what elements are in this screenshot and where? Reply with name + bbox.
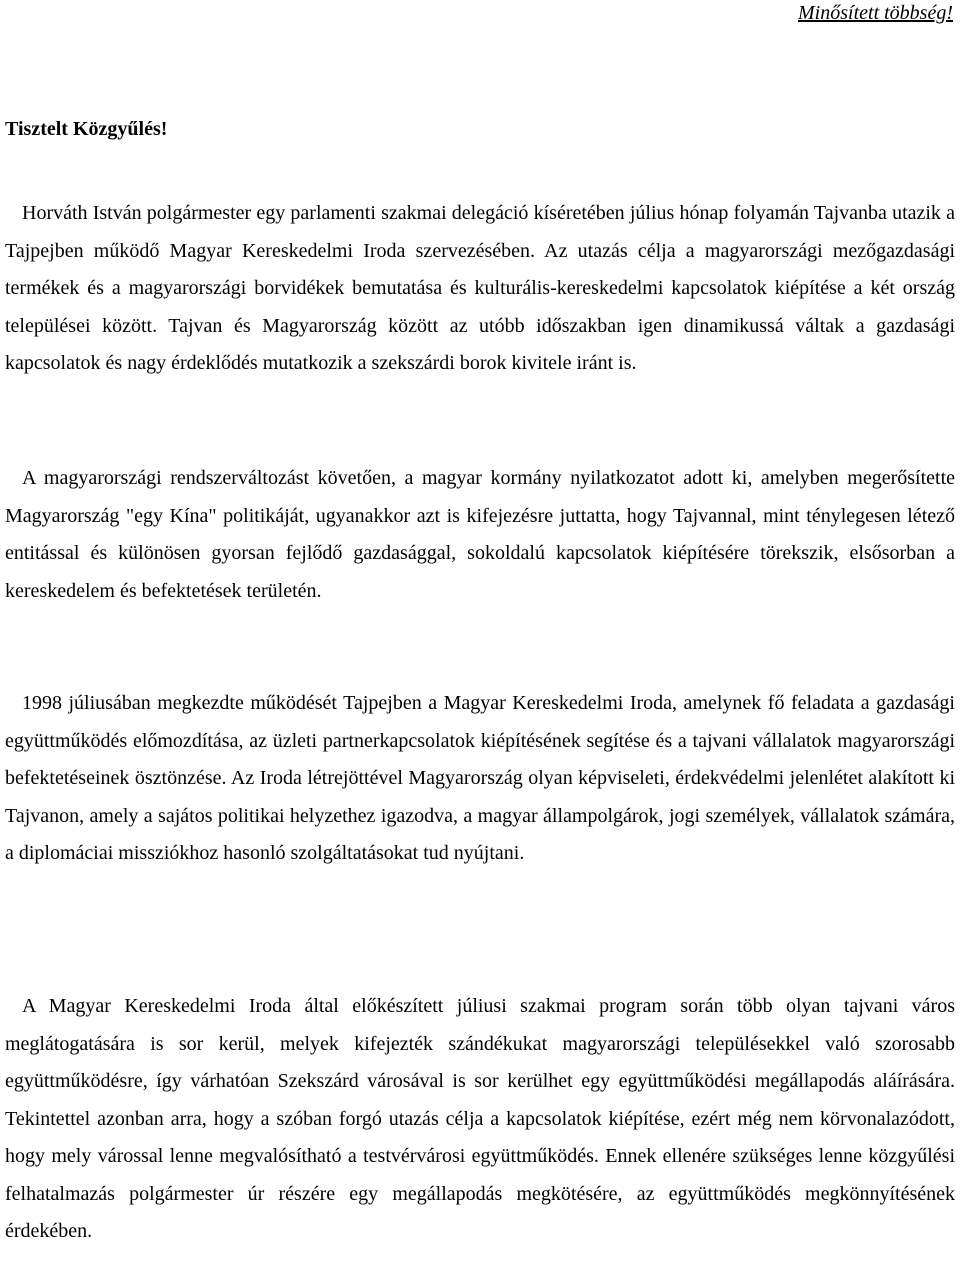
paragraph-delegation-trip: Horváth István polgármester egy parlamenti szakmai delegáció kíséretében július hónap folyamán Tajvanba utazik a Tajpejben működő Magyar Kereskedelmi Iroda szervezésében. Az utazás célja a magyarországi mezőgazdasági termékek és a magyarországi borvidékek bemutatása és kulturális-kereskedelmi kapcsolatok kiépítése a két ország települései között. Tajvan és Magyarország között az utóbb időszakban igen dinamikussá váltak a gazdasági kapcsolatok és nagy érdeklődés mutatkozik a szekszárdi borok kivitele iránt is. — [5, 202, 955, 374]
salutation: Tisztelt Közgyűlés! — [5, 118, 168, 140]
paragraph-program-authorization: A Magyar Kereskedelmi Iroda által előkészített júliusi szakmai program során több olyan tajvani város meglátogatására is sor kerül, melyek kifejezték szándékukat magyarországi településekkel való szorosabb együttműködésre, így várhatóan Szekszárd városával is sor kerülhet egy együttműködési megállapodás aláírására. Tekintettel azonban arra, hogy a szóban forgó utazás célja a kapcsolatok kiépítése, ezért még nem körvonalazódott, hogy mely várossal lenne megvalósítható a testvérvárosi együttműködés. Ennek ellenére szükséges lenne közgyűlési felhatalmazás polgármester úr részére egy megállapodás megkötésére, az együttműködés megkönnyítésének érdekében. — [5, 995, 955, 1242]
majority-note: Minősített többség! — [798, 2, 953, 24]
document-page — [5, 0, 955, 1287]
paragraph-government-policy: A magyarországi rendszerváltozást követően, a magyar kormány nyilatkozatot adott ki, amelyben megerősítette Magyarország "egy Kína" politikáját, ugyanakkor azt is kifejezésre juttatta, hogy Tajvannal, mint ténylegesen létező entitással és különösen gyorsan fejlődő gazdasággal, sokoldalú kapcsolatok kiépítésére törekszik, elsősorban a kereskedelem és befektetések területén. — [5, 467, 955, 602]
paragraph-trade-office: 1998 júliusában megkezdte működését Tajpejben a Magyar Kereskedelmi Iroda, amelynek fő feladata a gazdasági együttműködés előmozdítása, az üzleti partnerkapcsolatok kiépítésének segítése és a tajvani vállalatok magyarországi befektetéseinek ösztönzése. Az Iroda létrejöttével Magyarország olyan képviseleti, érdekvédelmi jelenlétet alakított ki Tajvanon, amely a sajátos politikai helyzethez igazodva, a magyar állampolgárok, jogi személyek, vállalatok számára, a diplomáciai missziókhoz hasonló szolgáltatásokat tud nyújtani. — [5, 692, 955, 864]
